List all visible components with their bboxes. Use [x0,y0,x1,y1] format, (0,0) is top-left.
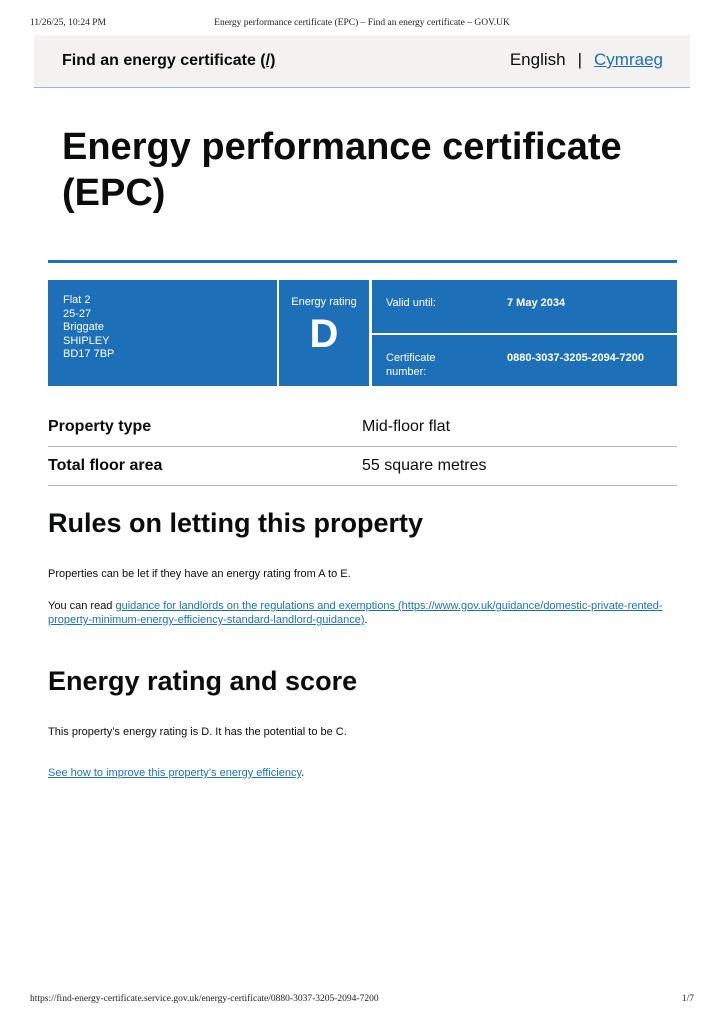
energy-rating-box [279,280,369,386]
service-name-text[interactable]: Find an energy certificate [62,52,256,69]
summary-row [48,447,677,486]
print-datetime: 11/26/25, 10:24 PM [30,18,106,28]
valid-until-box [372,280,677,333]
improve-efficiency-link[interactable]: See how to improve this property’s energy efficiency [48,767,302,779]
print-page-title: Energy performance certificate (EPC) – Find an energy certificate – GOV.UK [214,18,510,28]
lang-welsh-link[interactable]: Cymraeg [594,50,663,69]
guidance-prefix: You can read [48,600,116,612]
energy-rating-letter: D [309,312,339,356]
rules-guidance [48,599,668,627]
property-summary-list [48,410,677,486]
page-title: Energy performance certificate (EPC) [62,126,622,214]
score-heading: Energy rating and score [48,666,358,696]
service-home-link[interactable]: (/) [260,52,276,69]
lang-english: English [509,50,566,69]
summary-value: Mid-floor flat [362,418,451,435]
summary-row [48,410,677,447]
certificate-number-value: 0880-3037-3205-2094-7200 [507,352,645,364]
landlord-guidance-link[interactable]: guidance for landlords on the regulations and exemptions (https://www.gov.uk/guidance/domestic-private-rented-property-minimum-energy-efficiency-standard-landlord-guidance) [48,600,663,626]
epc-summary-card [48,280,677,386]
language-switcher [510,50,663,70]
address-line: Briggate [63,321,104,333]
guidance-suffix: . [364,614,368,626]
valid-until-value: 7 May 2034 [507,297,566,309]
address-line: 25-27 [63,307,92,320]
print-url: https://find-energy-certificate.service.gov.uk/energy-certificate/0880-3037-3205-2094-7200 [30,994,379,1004]
valid-until-label: Valid until: [386,297,436,309]
address-line: BD17 7BP [63,348,115,360]
summary-key: Property type [48,418,152,435]
print-header [30,18,694,32]
print-page-number: 1/7 [681,994,694,1004]
energy-rating-label: Energy rating [291,296,357,308]
certificate-number-label: Certificate number: [386,352,436,378]
score-text: This property’s energy rating is D. It has the potential to be C. [48,726,347,738]
service-header [34,35,690,88]
certificate-number-box [372,335,677,386]
address-line: SHIPLEY [63,334,110,347]
summary-key: Total floor area [48,457,163,474]
summary-value: 55 square metres [362,457,487,474]
improve-paragraph [48,766,668,780]
service-name [62,52,275,70]
improve-suffix: . [301,767,305,779]
property-address [48,280,277,386]
lang-separator: | [577,50,583,69]
print-footer [30,994,694,1008]
rules-heading: Rules on letting this property [48,508,424,538]
address-line: Flat 2 [63,294,91,306]
rules-intro: Properties can be let if they have an energy rating from A to E. [48,568,351,580]
title-divider [48,260,677,263]
